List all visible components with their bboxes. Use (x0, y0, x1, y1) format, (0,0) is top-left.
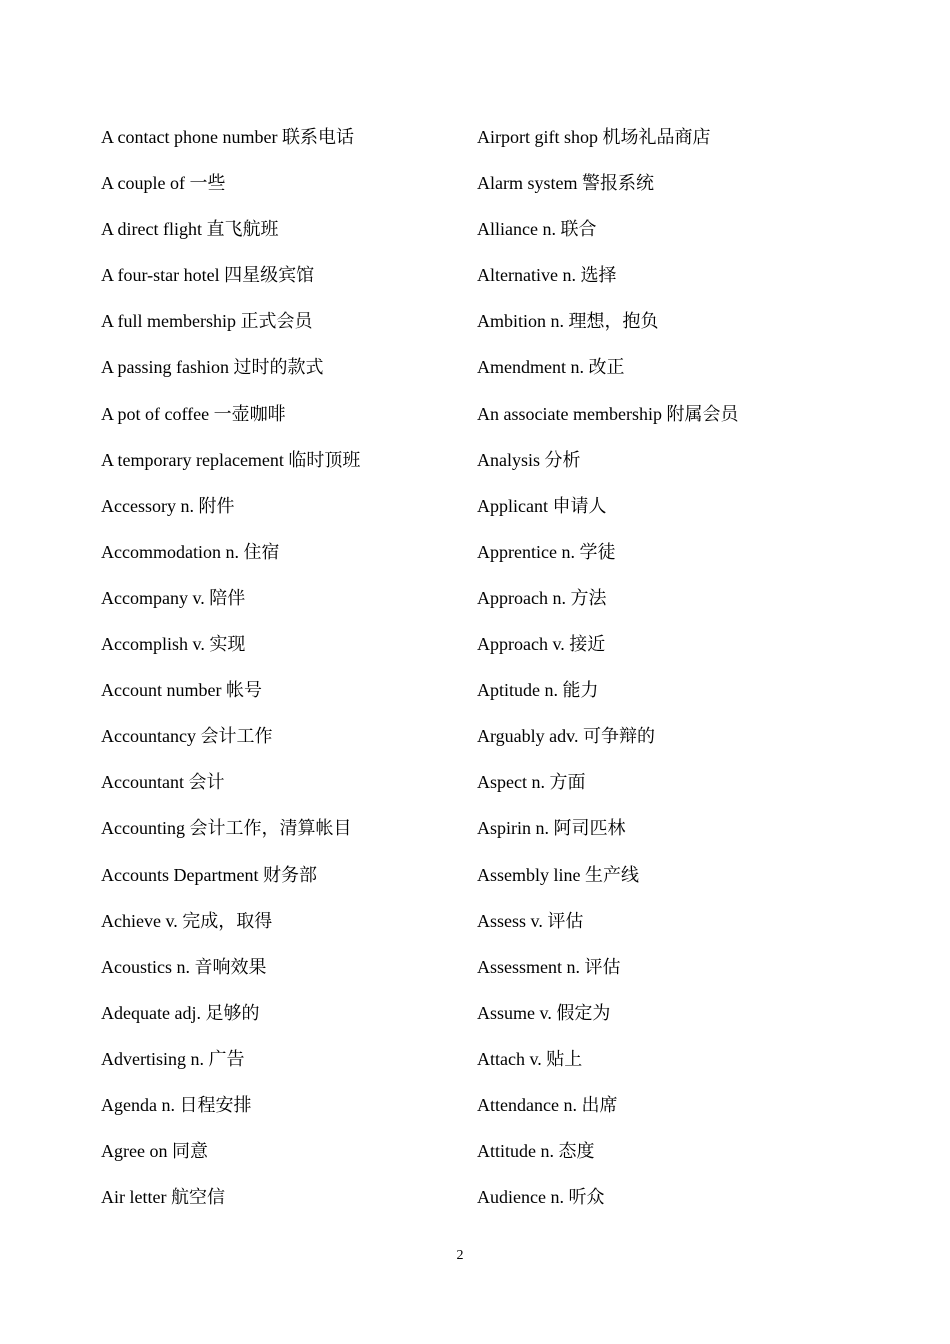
vocabulary-entry: Ambition n. 理想，抱负 (477, 311, 659, 332)
vocabulary-entry: Analysis 分析 (477, 449, 581, 470)
vocabulary-entry: A couple of 一些 (101, 173, 226, 194)
vocabulary-entry: Accomplish v. 实现 (101, 634, 246, 655)
vocabulary-entry: Assume v. 假定为 (477, 1002, 611, 1023)
vocabulary-entry: A four-star hotel 四星级宾馆 (101, 265, 315, 286)
vocabulary-entry: Attitude n. 态度 (477, 1141, 595, 1162)
vocabulary-entry: Acoustics n. 音响效果 (101, 956, 267, 977)
vocabulary-entry: Apprentice n. 学徒 (477, 541, 616, 562)
vocabulary-entry: Alternative n. 选择 (477, 265, 617, 286)
right-vocabulary-column (477, 124, 907, 1230)
vocabulary-entry: Agree on 同意 (101, 1141, 208, 1162)
vocabulary-entry: Advertising n. 广告 (101, 1048, 245, 1069)
page-number: 2 (456, 1248, 464, 1263)
vocabulary-entry: A passing fashion 过时的款式 (101, 357, 324, 378)
vocabulary-entry: A direct flight 直飞航班 (101, 219, 279, 240)
vocabulary-entry: Airport gift shop 机场礼品商店 (477, 127, 711, 147)
vocabulary-entry: Approach n. 方法 (477, 587, 607, 608)
vocabulary-entry: Accessory n. 附件 (101, 495, 235, 516)
vocabulary-entry: A full membership 正式会员 (101, 311, 313, 332)
vocabulary-entry: Applicant 申请人 (477, 495, 607, 516)
vocabulary-entry: Air letter 航空信 (101, 1187, 225, 1208)
vocabulary-entry: Accompany v. 陪伴 (101, 587, 246, 608)
vocabulary-entry: Aptitude n. 能力 (477, 680, 599, 701)
vocabulary-entry: Alarm system 警报系统 (477, 173, 654, 194)
vocabulary-entry: An associate membership 附属会员 (477, 403, 739, 424)
vocabulary-entry: Adequate adj. 足够的 (101, 1002, 260, 1023)
vocabulary-entry: Assembly line 生产线 (477, 864, 639, 885)
vocabulary-entry: Accommodation n. 住宿 (101, 541, 280, 562)
vocabulary-entry: A pot of coffee 一壶咖啡 (101, 403, 286, 424)
vocabulary-entry: Accountant 会计 (101, 772, 225, 793)
vocabulary-entry: Achieve v. 完成，取得 (101, 910, 273, 931)
vocabulary-entry: Accounts Department 财务部 (101, 864, 317, 885)
vocabulary-entry: A contact phone number 联系电话 (101, 127, 354, 147)
vocabulary-entry: Amendment n. 改正 (477, 357, 625, 378)
vocabulary-entry: Aspect n. 方面 (477, 772, 586, 793)
vocabulary-entry: Assess v. 评估 (477, 910, 584, 931)
vocabulary-entry: Attach v. 贴上 (477, 1048, 583, 1069)
vocabulary-entry: Agenda n. 日程安排 (101, 1094, 252, 1115)
vocabulary-entry: Audience n. 听众 (477, 1187, 605, 1208)
vocabulary-entry: Arguably adv. 可争辩的 (477, 726, 655, 747)
vocabulary-entry: Alliance n. 联合 (477, 219, 597, 240)
left-vocabulary-column (101, 124, 471, 1230)
vocabulary-entry: Assessment n. 评估 (477, 956, 621, 977)
vocabulary-entry: Attendance n. 出席 (477, 1094, 618, 1115)
vocabulary-entry: Accountancy 会计工作 (101, 726, 273, 747)
vocabulary-entry: Account number 帐号 (101, 680, 262, 701)
vocabulary-entry: Approach v. 接近 (477, 634, 606, 655)
vocabulary-entry: A temporary replacement 临时顶班 (101, 449, 361, 470)
vocabulary-entry: Accounting 会计工作，清算帐目 (101, 818, 352, 839)
vocabulary-entry: Aspirin n. 阿司匹林 (477, 818, 626, 839)
